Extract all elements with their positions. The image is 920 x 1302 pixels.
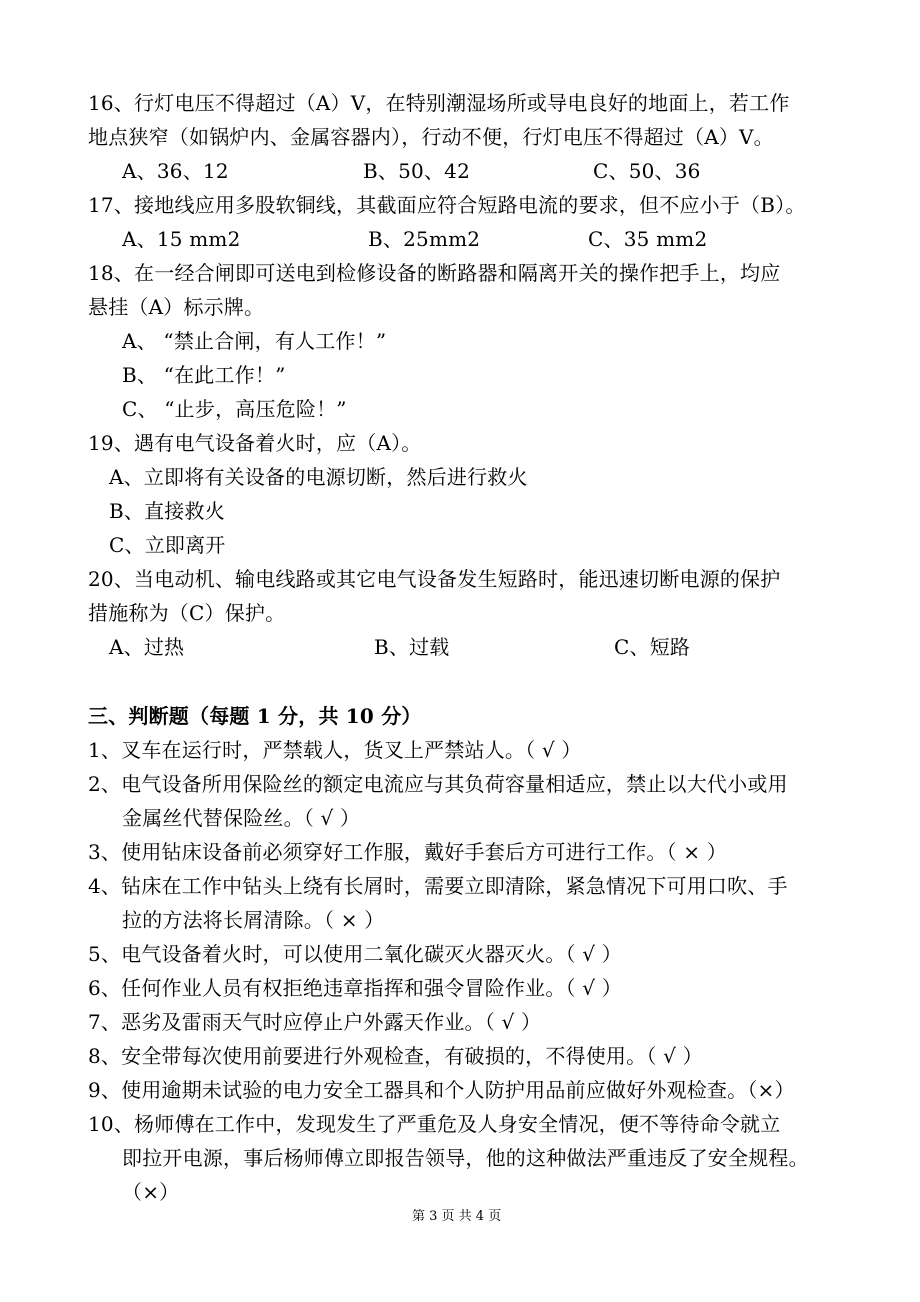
judgment-5-line-1: 5、电气设备着火时，可以使用二氧化碳灭火器灭火。（ √ ）: [88, 942, 622, 966]
question-17-stem-line-1: 17、接地线应用多股软铜线，其截面应符合短路电流的要求，但不应小于（B）。: [88, 193, 806, 217]
question-20-stem-line-2: 措施称为（C）保护。: [88, 601, 286, 625]
question-18-stem-line-1: 18、在一经合闸即可送电到检修设备的断路器和隔离开关的操作把手上，均应: [88, 261, 781, 285]
judgment-4-line-1: 4、钻床在工作中钻头上绕有长屑时，需要立即清除，紧急情况下可用口吹、手: [88, 874, 788, 898]
judgment-10-line-1: 10、杨师傅在工作中，发现发生了严重危及人身安全情况，便不等待命令就立: [88, 1112, 781, 1136]
judgment-3-line-1: 3、使用钻床设备前必须穿好工作服，戴好手套后方可进行工作。（ × ）: [88, 840, 727, 864]
judgment-2-line-2: 金属丝代替保险丝。（ √ ）: [122, 806, 361, 830]
question-20-option-b: B、过载: [374, 635, 450, 659]
judgment-1-line-1: 1、叉车在运行时，严禁载人，货叉上严禁站人。（ √ ）: [88, 738, 582, 762]
question-17-option-c: C、35 mm2: [588, 227, 708, 251]
question-16-stem-line-1: 16、行灯电压不得超过（A）V，在特别潮湿场所或导电良好的地面上，若工作: [88, 91, 790, 115]
question-17-option-a: A、15 mm2: [122, 227, 241, 251]
question-19-stem-line-1: 19、遇有电气设备着火时，应（A）。: [88, 431, 422, 455]
question-18-option-c: C、 “止步，高压危险！”: [122, 397, 347, 421]
question-20-stem-line-1: 20、当电动机、输电线路或其它电气设备发生短路时，能迅速切断电源的保护: [88, 567, 781, 591]
judgment-10-line-2: 即拉开电源，事后杨师傅立即报告领导，他的这种做法严重违反了安全规程。: [122, 1146, 809, 1170]
question-19-option-c: C、立即离开: [109, 533, 226, 557]
question-16-option-a: A、36、12: [122, 159, 229, 183]
judgment-8-line-1: 8、安全带每次使用前要进行外观检查，有破损的，不得使用。（ √ ）: [88, 1044, 703, 1068]
question-18-stem-line-2: 悬挂（A）标示牌。: [88, 295, 265, 319]
question-17-option-b: B、25mm2: [368, 227, 481, 251]
judgment-4-line-2: 拉的方法将长屑清除。（ × ）: [122, 908, 385, 932]
judgment-9-line-1: 9、使用逾期未试验的电力安全工器具和个人防护用品前应做好外观检查。（×）: [88, 1078, 795, 1102]
judgment-10-line-3: （×）: [122, 1180, 180, 1204]
question-20-option-a: A、过热: [109, 635, 185, 659]
page-footer: 第 3 页 共 4 页: [412, 1209, 502, 1224]
question-16-stem-line-2: 地点狭窄（如锅炉内、金属容器内），行动不便，行灯电压不得超过（A）V。: [88, 125, 774, 149]
question-20-option-c: C、短路: [614, 635, 691, 659]
question-19-option-a: A、立即将有关设备的电源切断，然后进行救火: [109, 465, 528, 489]
question-18-option-b: B、 “在此工作！”: [122, 363, 286, 387]
section-title: 三、判断题（每题 1 分，共 10 分）: [88, 704, 422, 728]
question-16-option-b: B、50、42: [363, 159, 470, 183]
judgment-2-line-1: 2、电气设备所用保险丝的额定电流应与其负荷容量相适应，禁止以大代小或用: [88, 772, 788, 796]
question-19-option-b: B、直接救火: [109, 499, 225, 523]
judgment-6-line-1: 6、任何作业人员有权拒绝违章指挥和强令冒险作业。（ √ ）: [88, 976, 622, 1000]
judgment-7-line-1: 7、恶劣及雷雨天气时应停止户外露天作业。（ √ ）: [88, 1010, 542, 1034]
question-16-option-c: C、50、36: [593, 159, 701, 183]
question-18-option-a: A、 “禁止合闸，有人工作！”: [122, 329, 387, 353]
